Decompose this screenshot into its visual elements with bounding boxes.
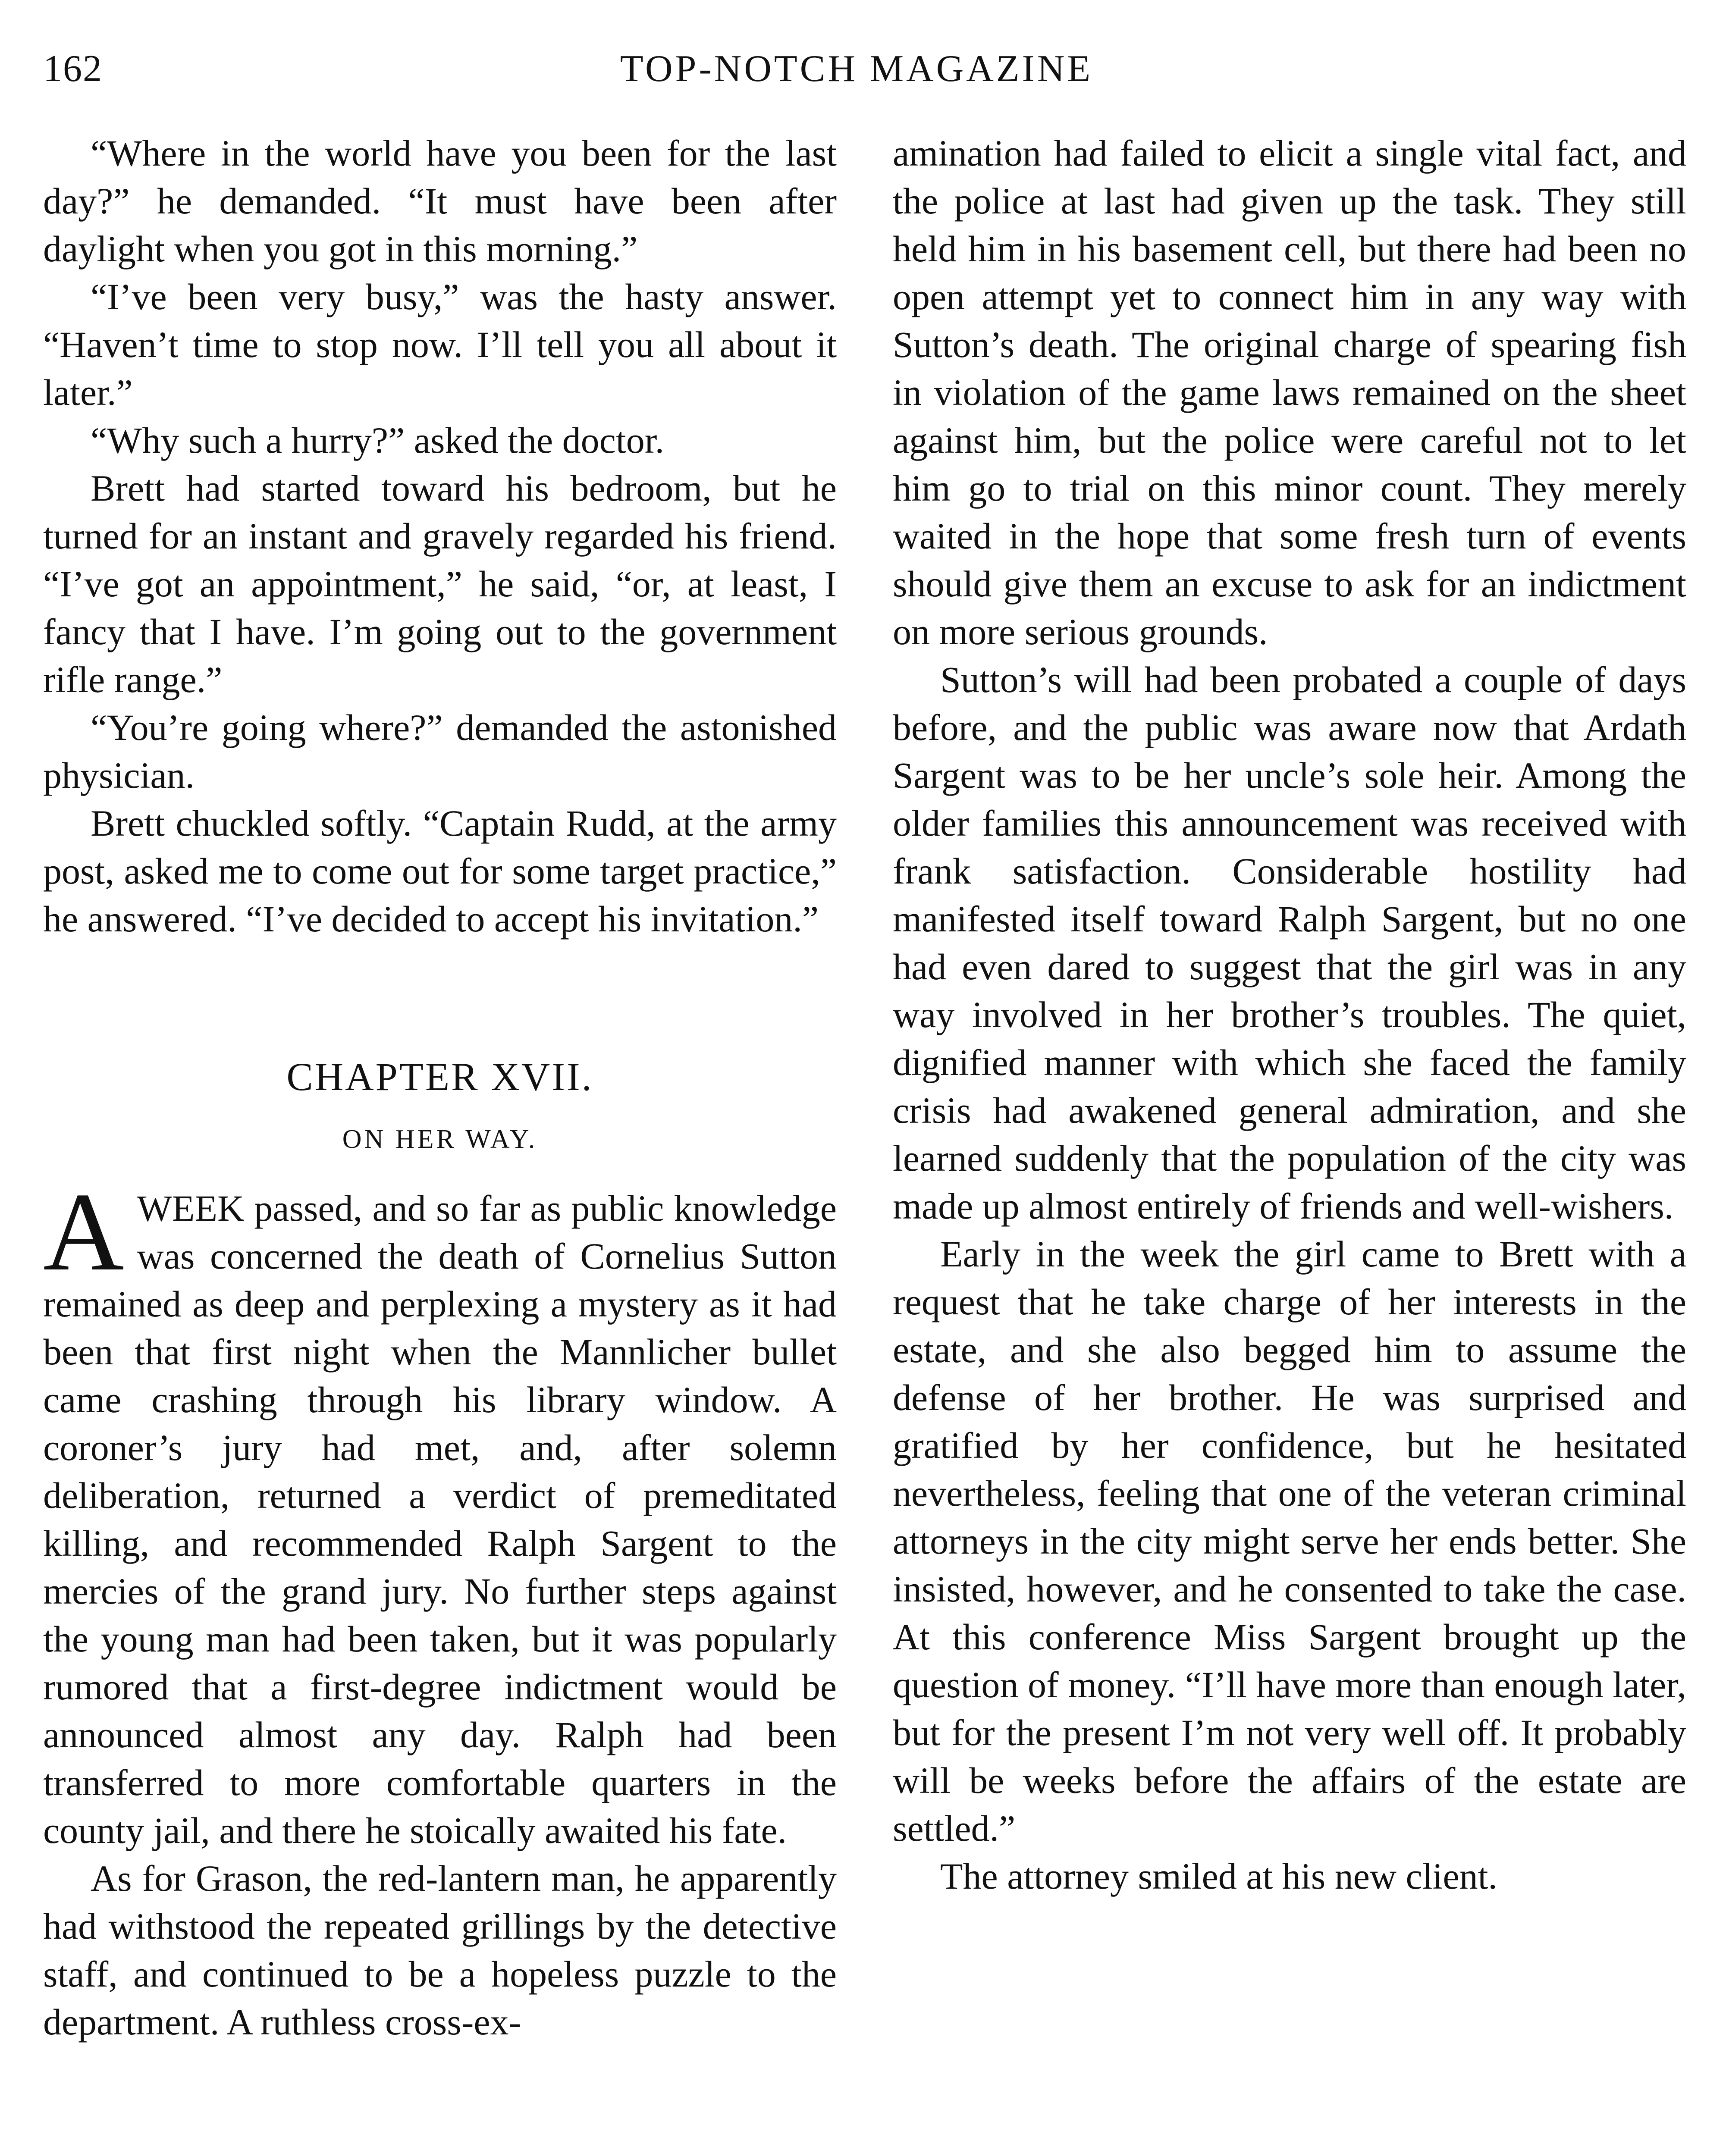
left-column: [43, 129, 837, 2046]
paragraph: The attorney smiled at his new client.: [940, 1855, 1498, 1897]
paragraph: “I’ve been very busy,” was the hasty answer. “Haven’t time to stop now. I’ll tell you all about it later.”: [43, 276, 837, 413]
paragraph: Sutton’s will had been probated a couple of days before, and the public was aware now that Ardath Sargent was to be her uncle’s sole heir. Among the older families this announcement was received with frank satisfaction. Considerable hostility had manifested itself toward Ralph Sargent, but no one had even dared to suggest that the girl was in any way involved in her brother’s troubles. The quiet, dignified manner with which she faced the family crisis had awakened general admiration, and she learned suddenly that the population of the city was made up almost entirely of friends and well-wishers.: [893, 659, 1686, 1227]
chapter-title: CHAPTER XVII.: [286, 1055, 593, 1099]
paragraph: “Where in the world have you been for the last day?” he demanded. “It must have been after daylight when you got in this morning.”: [43, 132, 837, 270]
paragraph: As for Grason, the red-lantern man, he apparently had withstood the repeated grillings by the detective staff, and continued to be a hopeless puzzle to the department. A ruthless cross-ex-: [43, 1858, 837, 2043]
page-number: 162: [43, 48, 103, 90]
page-header: [35, 41, 1679, 97]
paragraph: Brett chuckled softly. “Captain Rudd, at the army post, asked me to come out for some target practice,” he answered. “I’ve decided to accept his invitation.”: [43, 802, 837, 940]
chapter-subtitle: ON HER WAY.: [342, 1125, 538, 1154]
magazine-title: TOP-NOTCH MAGAZINE: [620, 48, 1093, 90]
paragraph-continuation: amination had failed to elicit a single vital fact, and the police at last had given up the task. They still held him in his basement cell, but there had been no open attempt yet to connect him in any way with Sutton’s death. The original charge of spearing fish in violation of the game laws remained on the sheet against him, but the police were careful not to let him go to trial on this minor count. They merely waited in the hope that some fresh turn of events should give them an excuse to ask for an indictment on more serious grounds.: [893, 132, 1686, 652]
chapter-opening-paragraph: [43, 1170, 837, 1855]
chapter-heading: [43, 1051, 837, 1159]
paragraph-text: WEEK passed, and so far as public knowledge was concerned the death of Cornelius Sutton remained as deep and perplexing a mystery as it had been that first night when the Mannlicher bullet came crashing through his library window. A coroner’s jury had met, and, after solemn deliberation, returned a verdict of premeditated killing, and recommended Ralph Sargent to the mercies of the grand jury. No further steps against the young man had been taken, but it was popularly rumored that a first-degree indictment would be announced almost any day. Ralph had been transferred to more comfortable quarters in the county jail, and there he stoically awaited his fate.: [43, 1188, 837, 1851]
paragraph: “Why such a hurry?” asked the doctor.: [91, 420, 665, 461]
drop-cap: A: [43, 1170, 124, 1294]
paragraph: Brett had started toward his bedroom, but he turned for an instant and gravely regarded his friend. “I’ve got an appointment,” he said, “or, at least, I fancy that I have. I’m going out to the government rifle range.”: [43, 467, 837, 700]
paragraph: Early in the week the girl came to Brett with a request that he take charge of her interests in the estate, and she also begged him to assume the defense of her brother. He was surprised and gratified by her confidence, but he hesitated nevertheless, feeling that one of the veteran criminal attorneys in the city might serve her ends better. She insisted, however, and he consented to take the case. At this conference Miss Sargent brought up the question of money. “I’ll have more than enough later, but for the present I’m not very well off. It probably will be weeks before the affairs of the estate are settled.”: [893, 1233, 1686, 1849]
paragraph: “You’re going where?” demanded the astonished physician.: [43, 707, 837, 796]
right-column: [893, 129, 1686, 1900]
